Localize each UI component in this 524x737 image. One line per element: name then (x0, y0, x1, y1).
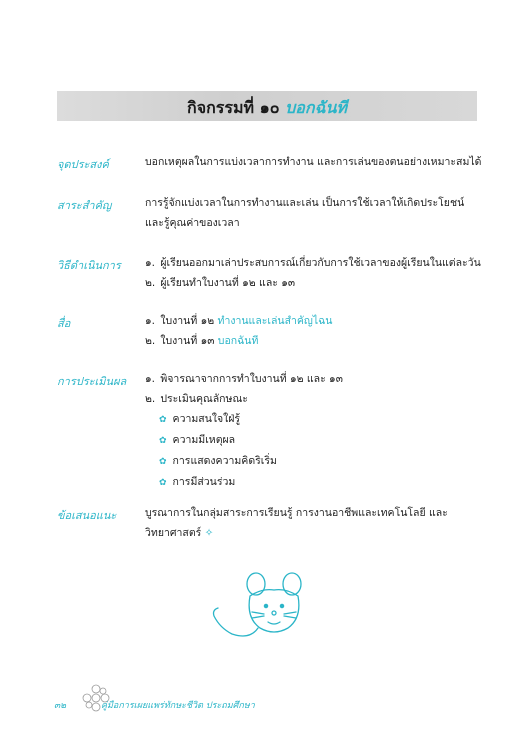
suggestion-line-1: บูรณาการในกลุ่มสาระการเรียนรู้ การงานอาชีพและเทคโนโลยี และ (145, 507, 448, 519)
item-text: ผู้เรียนทำใบงานที่ ๑๒ และ ๑๓ (160, 277, 296, 289)
trait-item (145, 409, 477, 430)
footer-text: คู่มือการเผยแพร่ทักษะชีวิต ประถมศึกษา (100, 701, 255, 711)
item-number: ๑. (145, 315, 156, 327)
page-footer (54, 698, 255, 712)
concept-line-1: การรู้จักแบ่งเวลาในการทำงานและเล่น เป็นการใช้เวลาให้เกิดประโยชน์ (145, 197, 465, 209)
trait-text: การมีส่วนร่วม (172, 476, 236, 488)
item-text: ผู้เรียนออกมาเล่าประสบการณ์เกี่ยวกับการใช้เวลาของผู้เรียนในแต่ละวัน (160, 257, 481, 269)
objective-text: บอกเหตุผลในการแบ่งเวลาการทำงาน และการเล่นของตนอย่างเหมาะสมได้ (145, 156, 482, 168)
media-label: สื่อ (57, 317, 71, 330)
item-number: ๒. (145, 277, 156, 289)
media-item (145, 311, 477, 331)
item-number: ๑. (145, 373, 156, 385)
mouse-illustration-icon (210, 568, 330, 648)
item-text: ประเมินคุณลักษณะ (160, 393, 248, 405)
flower-bullet-icon: ✿ (159, 415, 167, 425)
item-number: ๒. (145, 393, 156, 405)
flower-bullet-icon: ✿ (159, 478, 167, 488)
trait-text: ความสนใจใฝ่รู้ (172, 413, 241, 425)
media-item (145, 331, 477, 351)
procedure-item (145, 253, 481, 273)
trait-item (145, 451, 477, 472)
procedure-label: วิธีดำเนินการ (57, 259, 121, 272)
evaluation-item (145, 369, 477, 389)
sparkle-icon: ✧ (204, 527, 214, 539)
evaluation-item (145, 389, 477, 409)
procedure-item (145, 273, 477, 293)
suggestion-line-2-text: วิทยาศาสตร์ (145, 527, 202, 539)
trait-text: การแสดงความคิดริเริ่ม (172, 455, 277, 467)
flower-bullet-icon: ✿ (159, 436, 167, 446)
activity-title-bar (57, 91, 477, 121)
title-name: บอกฉันที (285, 98, 347, 117)
page-number: ๓๒ (54, 701, 67, 711)
trait-item (145, 430, 477, 451)
item-number: ๑. (145, 257, 156, 269)
suggestion-label: ข้อเสนอแนะ (57, 509, 117, 522)
title-prefix: กิจกรรมที่ ๑๐ (187, 98, 280, 117)
item-text: ใบงานที่ ๑๓ (160, 335, 215, 347)
trait-text: ความมีเหตุผล (172, 434, 236, 446)
worksheet-title: บอกฉันที (217, 335, 259, 347)
evaluation-label: การประเมินผล (57, 375, 127, 388)
concept-label: สาระสำคัญ (57, 199, 112, 212)
objective-label: จุดประสงค์ (57, 158, 109, 171)
item-text: ใบงานที่ ๑๒ (160, 315, 215, 327)
trait-item (145, 472, 477, 493)
concept-line-2: และรู้คุณค่าของเวลา (145, 217, 240, 229)
worksheet-title: ทำงานและเล่นสำคัญไฉน (217, 315, 333, 327)
flower-bullet-icon: ✿ (159, 457, 167, 467)
item-text: พิจารณาจากการทำใบงานที่ ๑๒ และ ๑๓ (160, 373, 343, 385)
page-title (57, 96, 477, 121)
item-number: ๒. (145, 335, 156, 347)
suggestion-line-2 (145, 523, 477, 543)
